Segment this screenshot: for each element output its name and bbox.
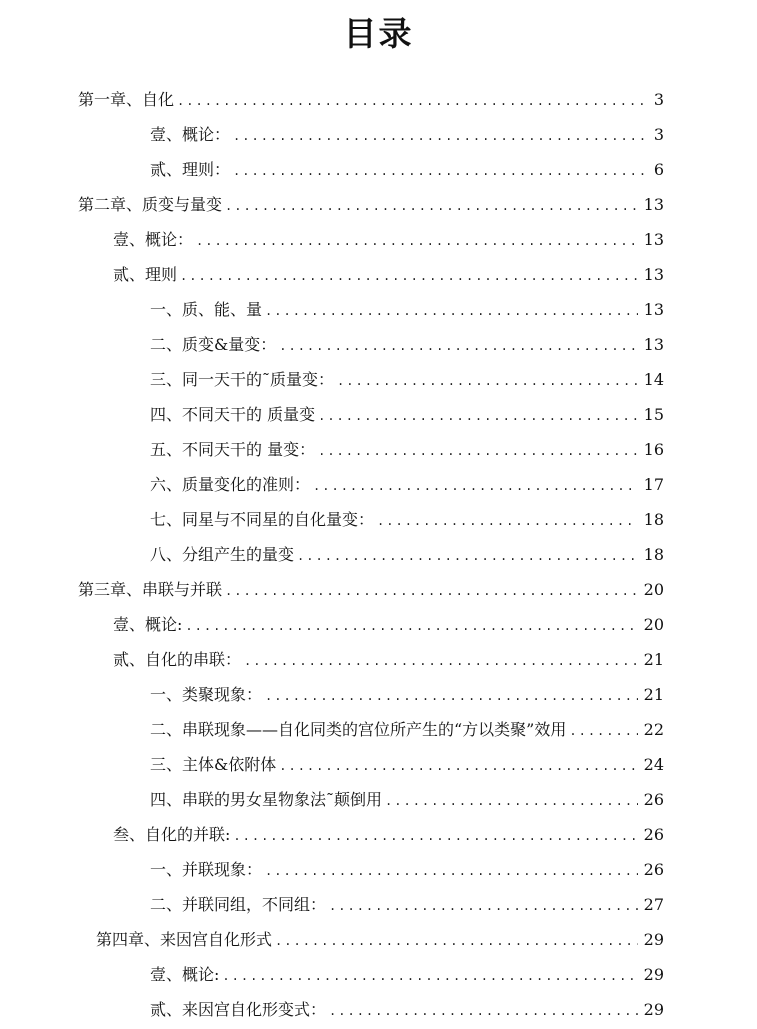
toc-entry-text: 一、质、能、量	[150, 300, 263, 319]
toc-entry[interactable]	[0, 852, 757, 887]
toc-page-number: 15	[643, 405, 664, 424]
toc-entry[interactable]	[0, 257, 757, 292]
dot-leader	[233, 154, 648, 189]
toc-entry-text: 壹、概论:	[113, 615, 183, 634]
dot-leader	[385, 784, 638, 819]
dot-leader	[377, 504, 638, 539]
dot-leader	[279, 749, 637, 784]
toc-entry-text: 一、并联现象：	[150, 860, 263, 879]
toc-page-number: 17	[643, 475, 664, 494]
toc-entry[interactable]	[0, 887, 757, 922]
toc-page-number: 3	[653, 90, 664, 109]
toc-page-number: 29	[643, 930, 664, 949]
dot-leader	[313, 469, 638, 504]
toc-page-number: 18	[643, 510, 664, 529]
toc-entry-text: 贰、来因宫自化形变式：	[150, 1000, 327, 1019]
toc-entry[interactable]	[0, 607, 757, 642]
toc-entry-text: 一、类聚现象：	[150, 685, 263, 704]
toc-entry-text: 壹、概论:	[150, 965, 220, 984]
toc-entry-text: 贰、理则	[113, 265, 178, 284]
page-title: 目录	[343, 14, 414, 53]
dot-leader	[225, 189, 638, 224]
toc-entry-text: 贰、理则：	[150, 160, 231, 179]
toc-page-number: 16	[643, 440, 664, 459]
dot-leader	[180, 259, 638, 294]
toc-entry[interactable]	[0, 117, 757, 152]
toc-page-number: 6	[653, 160, 664, 179]
toc-entry-text: 七、同星与不同星的自化量变：	[150, 510, 375, 529]
toc-page-number: 21	[643, 650, 664, 669]
toc-entry[interactable]	[0, 432, 757, 467]
toc-page-number: 13	[643, 265, 664, 284]
toc-entry-text: 三、同一天干的˜质量变：	[150, 370, 335, 389]
toc-page-number: 18	[643, 545, 664, 564]
toc-page-number: 21	[643, 685, 664, 704]
dot-leader	[297, 539, 638, 574]
toc-page-number: 3	[653, 125, 664, 144]
dot-leader	[244, 644, 638, 679]
toc-entry[interactable]	[0, 82, 757, 117]
toc-entry[interactable]	[0, 572, 757, 607]
toc-entry-text: 二、串联现象——自化同类的宫位所产生的“方以类聚”效用	[150, 720, 567, 739]
dot-leader	[275, 924, 638, 959]
toc-page-number: 13	[643, 300, 664, 319]
toc-entry-text: 第三章、串联与并联	[78, 580, 223, 599]
toc-page-number: 13	[643, 230, 664, 249]
toc-entry[interactable]	[0, 362, 757, 397]
toc-page-number: 26	[643, 825, 664, 844]
toc-entry-text: 第一章、自化	[78, 90, 175, 109]
toc-entry[interactable]	[0, 397, 757, 432]
table-of-contents	[0, 82, 757, 1027]
toc-page-number: 13	[643, 195, 664, 214]
toc-entry[interactable]	[0, 292, 757, 327]
toc-entry[interactable]	[0, 817, 757, 852]
dot-leader	[222, 959, 637, 994]
toc-entry[interactable]	[0, 187, 757, 222]
toc-entry[interactable]	[0, 537, 757, 572]
toc-entry-text: 第四章、来因宫自化形式	[96, 930, 273, 949]
dot-leader	[318, 399, 638, 434]
toc-page-number: 27	[643, 895, 664, 914]
dot-leader	[569, 714, 637, 749]
dot-leader	[329, 994, 638, 1029]
toc-entry[interactable]	[0, 152, 757, 187]
dot-leader	[265, 294, 638, 329]
toc-page-number: 22	[643, 720, 664, 739]
toc-page-number: 20	[643, 615, 664, 634]
toc-entry-text: 六、质量变化的准则：	[150, 475, 311, 494]
toc-page-number: 13	[643, 335, 664, 354]
toc-page-number: 29	[643, 965, 664, 984]
toc-entry[interactable]	[0, 222, 757, 257]
toc-page-number: 26	[643, 790, 664, 809]
toc-entry-text: 四、不同天干的 质量变	[150, 405, 316, 424]
toc-entry[interactable]	[0, 957, 757, 992]
dot-leader	[265, 854, 638, 889]
toc-entry-text: 二、质变&量变：	[150, 335, 277, 354]
toc-page-number: 20	[643, 580, 664, 599]
toc-entry[interactable]	[0, 642, 757, 677]
toc-page-number: 24	[643, 755, 664, 774]
dot-leader	[233, 819, 637, 854]
toc-page-number: 29	[643, 1000, 664, 1019]
toc-page-number: 14	[643, 370, 664, 389]
dot-leader	[279, 329, 637, 364]
toc-entry-text: 三、主体&依附体	[150, 755, 277, 774]
toc-entry[interactable]	[0, 747, 757, 782]
toc-entry-text: 壹、概论：	[113, 230, 194, 249]
dot-leader	[177, 84, 648, 119]
toc-entry[interactable]	[0, 922, 757, 957]
toc-entry[interactable]	[0, 782, 757, 817]
toc-entry-text: 二、并联同组，不同组：	[150, 895, 327, 914]
toc-entry[interactable]	[0, 712, 757, 747]
toc-entry-text: 壹、概论：	[150, 125, 231, 144]
dot-leader	[225, 574, 638, 609]
dot-leader	[196, 224, 638, 259]
toc-entry-text: 四、串联的男女星物象法˜颠倒用	[150, 790, 383, 809]
toc-page-number: 26	[643, 860, 664, 879]
toc-entry[interactable]	[0, 992, 757, 1027]
dot-leader	[329, 889, 638, 924]
toc-entry[interactable]	[0, 677, 757, 712]
toc-entry[interactable]	[0, 467, 757, 502]
toc-entry[interactable]	[0, 327, 757, 362]
dot-leader	[185, 609, 637, 644]
toc-entry-text: 叁、自化的并联:	[113, 825, 231, 844]
toc-entry-text: 第二章、质变与量变	[78, 195, 223, 214]
dot-leader	[318, 434, 638, 469]
dot-leader	[265, 679, 638, 714]
toc-entry-text: 八、分组产生的量变	[150, 545, 295, 564]
toc-entry-text: 五、不同天干的 量变：	[150, 440, 316, 459]
toc-entry[interactable]	[0, 502, 757, 537]
dot-leader	[233, 119, 648, 154]
toc-entry-text: 贰、自化的串联：	[113, 650, 242, 669]
dot-leader	[337, 364, 638, 399]
